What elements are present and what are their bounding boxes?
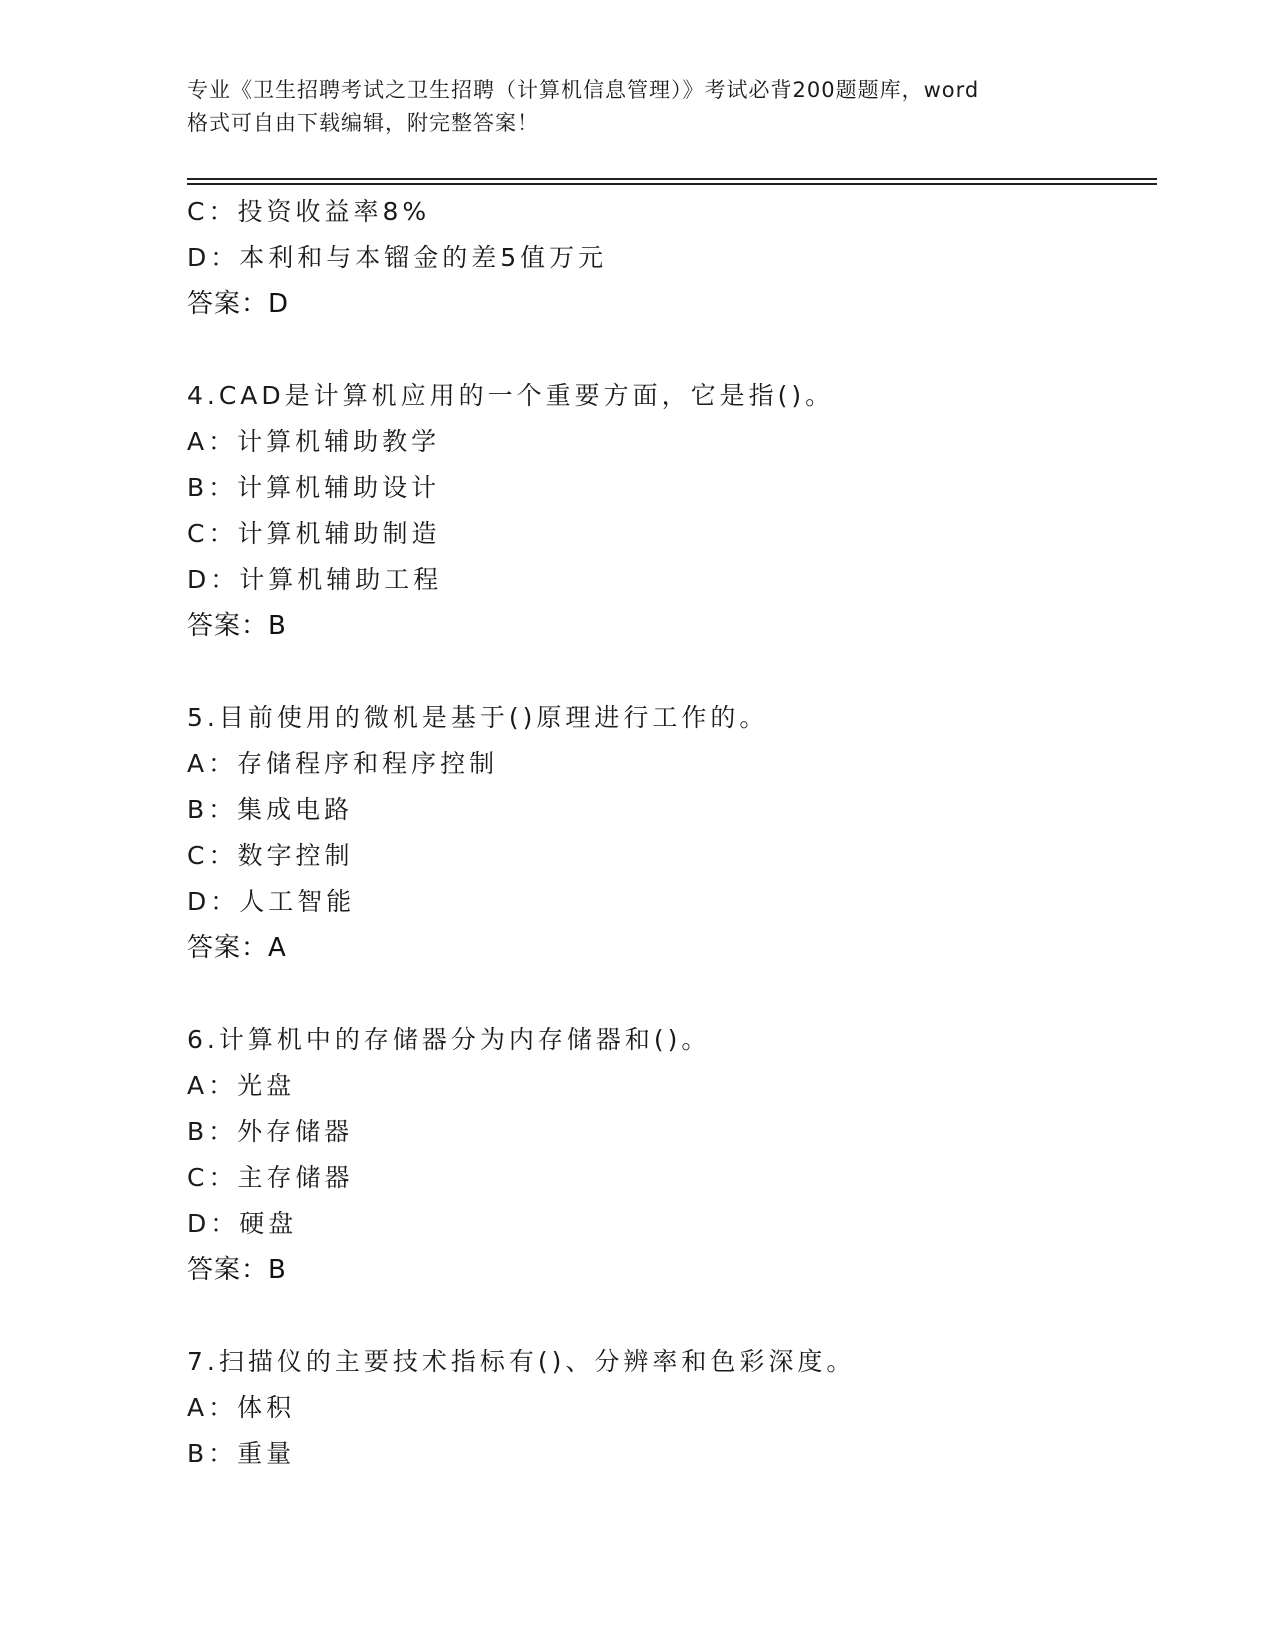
spacer (187, 1293, 1147, 1339)
question-block-7 (187, 1339, 1147, 1477)
option-a: A：光盘 (187, 1071, 296, 1100)
spacer (187, 327, 1147, 373)
question-block-5 (187, 695, 1147, 971)
option-a: A：体积 (187, 1393, 296, 1422)
option-c: C：计算机辅助制造 (187, 519, 441, 548)
option-a: A：存储程序和程序控制 (187, 749, 499, 778)
answer-line: 答案：D (187, 289, 290, 319)
answer-line: 答案：B (187, 1255, 287, 1285)
option-c: C：主存储器 (187, 1163, 354, 1192)
option-b: B：计算机辅助设计 (187, 473, 441, 502)
option-d: D：人工智能 (187, 887, 356, 916)
option-a: A：计算机辅助教学 (187, 427, 441, 456)
question-text: 7.扫描仪的主要技术指标有()、分辨率和色彩深度。 (187, 1347, 856, 1376)
question-list (187, 189, 1147, 1477)
answer-line: 答案：B (187, 611, 287, 641)
option-c: C：数字控制 (187, 841, 354, 870)
option-d: D：计算机辅助工程 (187, 565, 443, 594)
option-b: B：重量 (187, 1439, 296, 1468)
option-b: B：集成电路 (187, 795, 354, 824)
question-text: 5.目前使用的微机是基于()原理进行工作的。 (187, 703, 769, 732)
question-block-3-tail (187, 189, 1147, 327)
question-text: 4.CAD是计算机应用的一个重要方面，它是指()。 (187, 381, 835, 410)
question-block-6 (187, 1017, 1147, 1293)
header-divider-top (187, 178, 1157, 180)
document-header (187, 74, 1087, 140)
header-title-line-2: 格式可自由下载编辑，附完整答案！ (187, 111, 539, 135)
option-b: B：外存储器 (187, 1117, 354, 1146)
option-c: C：投资收益率8% (187, 197, 431, 226)
header-divider-bottom (187, 183, 1157, 185)
spacer (187, 649, 1147, 695)
option-d: D：硬盘 (187, 1209, 298, 1238)
question-block-4 (187, 373, 1147, 649)
answer-line: 答案：A (187, 933, 287, 963)
header-title-line-1: 专业《卫生招聘考试之卫生招聘（计算机信息管理）》考试必背200题题库，word (187, 78, 980, 102)
question-text: 6.计算机中的存储器分为内存储器和()。 (187, 1025, 711, 1054)
spacer (187, 971, 1147, 1017)
option-d: D：本利和与本镏金的差5值万元 (187, 243, 608, 272)
